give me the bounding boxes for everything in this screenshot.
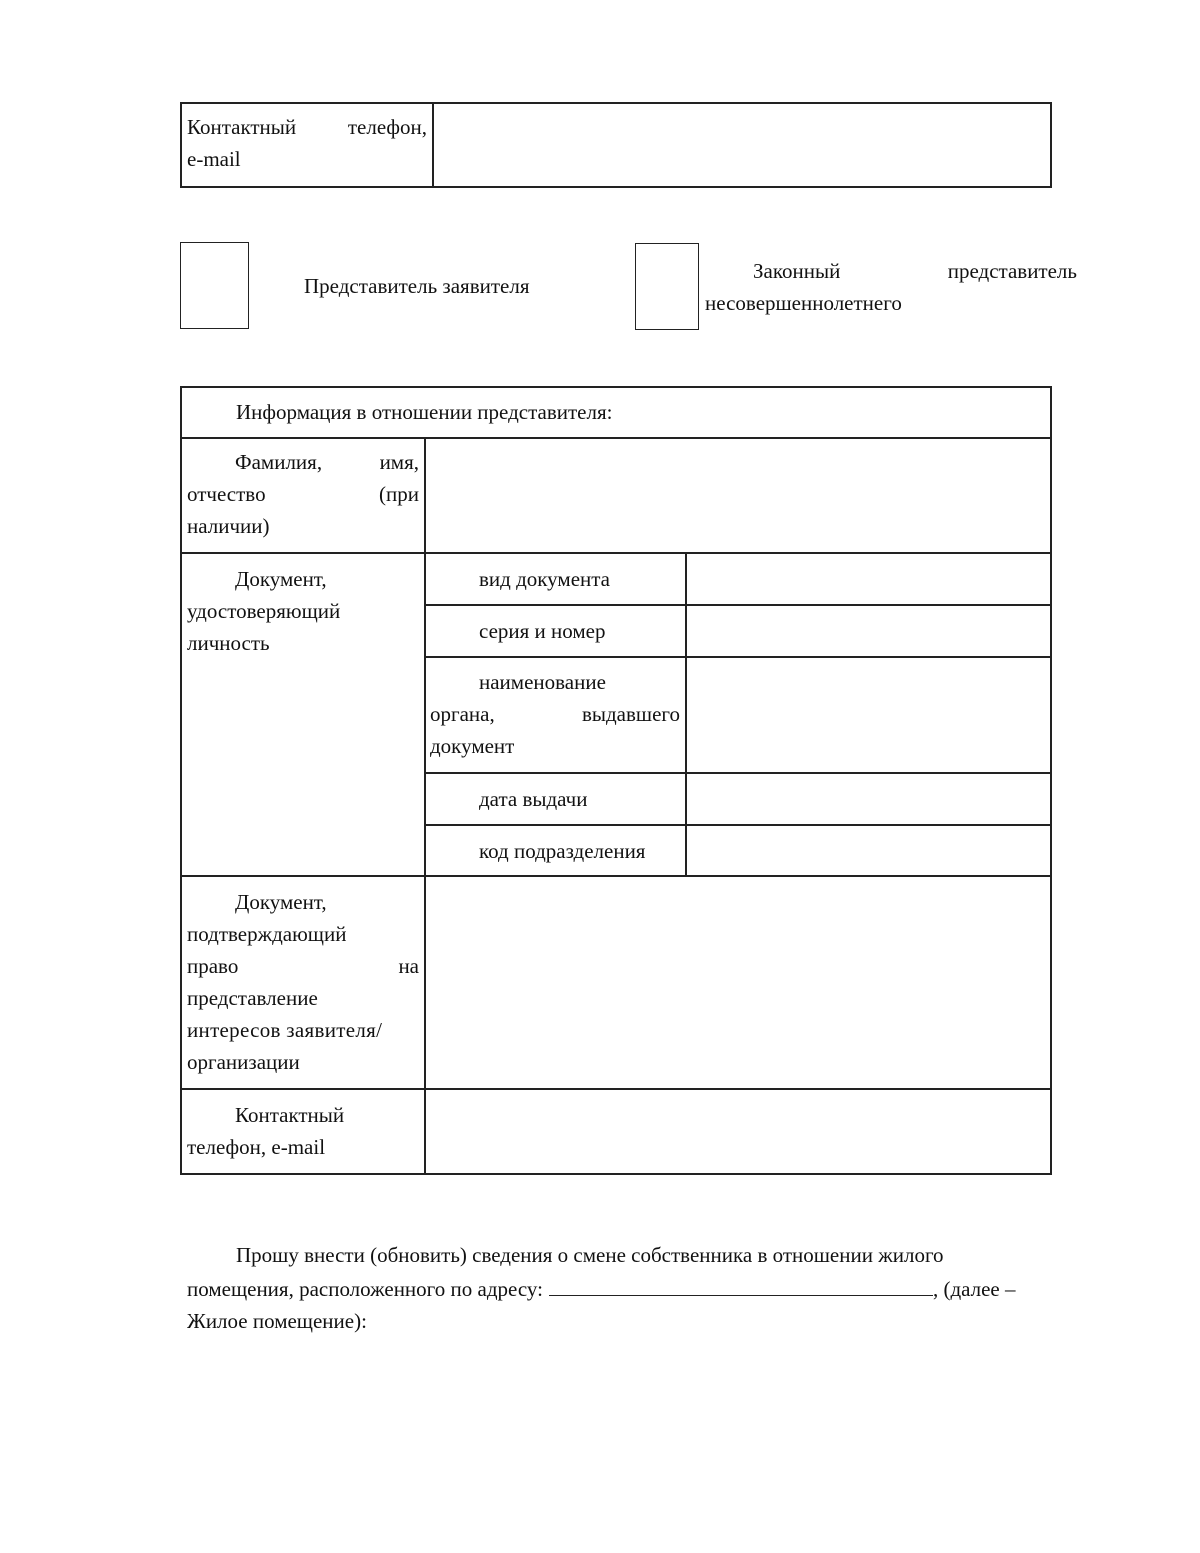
division-code-label: код подразделения	[479, 839, 646, 863]
division-code-value[interactable]	[687, 826, 1050, 875]
legal-representative-label: Законный представитель несовершеннолетнего	[705, 259, 1077, 315]
issue-date-label: дата выдачи	[479, 787, 588, 811]
representative-contact-label: Контактный телефон, e-mail	[187, 1103, 345, 1159]
full-name-label: Фамилия, имя, отчество (при наличии)	[187, 450, 419, 538]
series-number-value[interactable]	[687, 606, 1050, 656]
issuer-value[interactable]	[687, 658, 1050, 772]
authority-document-value[interactable]	[426, 877, 1050, 1088]
representative-section-header: Информация в отношении представителя:	[236, 400, 613, 424]
issue-date-value[interactable]	[687, 774, 1050, 824]
request-paragraph	[187, 1239, 1097, 1337]
request-line-3: Жилое помещение):	[187, 1309, 367, 1333]
request-line-1: Прошу внести (обновить) сведения о смене собственника в отношении жилого	[236, 1243, 944, 1267]
applicant-contact-label: Контактный телефон,	[187, 115, 427, 139]
applicant-contact-label-2: e-mail	[187, 147, 241, 171]
issuer-label: наименование органа, выдавшего документ	[430, 670, 680, 758]
id-document-label: Документ, удостоверяющий личность	[187, 567, 341, 655]
full-name-value[interactable]	[426, 439, 1050, 552]
doc-type-value[interactable]	[687, 554, 1050, 604]
legal-representative-checkbox[interactable]	[635, 243, 699, 330]
authority-document-label: Документ, подтверждающий право на представление интересов заявителя/ организации	[187, 890, 419, 1074]
doc-type-label: вид документа	[479, 567, 611, 591]
request-line-2: помещения, расположенного по адресу: , (далее –	[187, 1271, 1097, 1305]
address-input-line[interactable]	[549, 1271, 933, 1296]
series-number-label: серия и номер	[479, 619, 606, 643]
representative-applicant-checkbox[interactable]	[180, 242, 249, 329]
applicant-contact-value[interactable]	[434, 104, 1050, 186]
representative-contact-value[interactable]	[426, 1090, 1050, 1173]
representative-applicant-label: Представитель заявителя	[304, 274, 530, 298]
